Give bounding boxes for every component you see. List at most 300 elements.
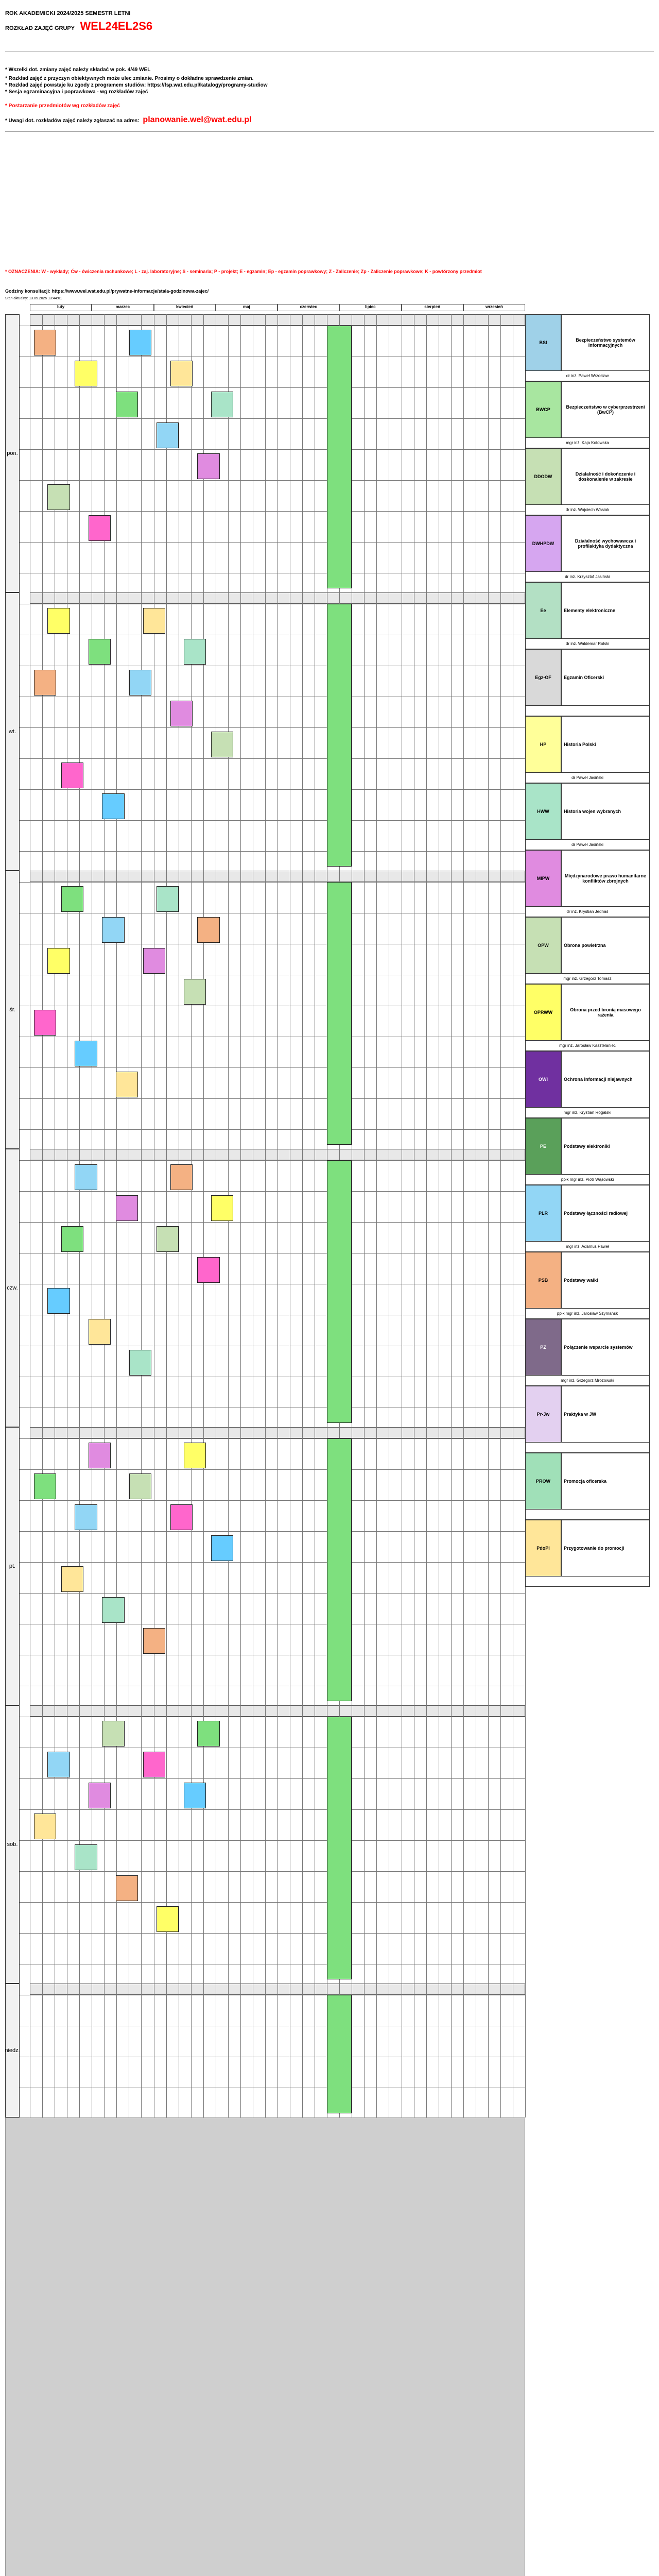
week-divider <box>240 314 241 592</box>
week-divider <box>426 592 427 871</box>
class-block[interactable] <box>129 1473 151 1499</box>
class-block[interactable] <box>116 1072 138 1097</box>
class-block[interactable] <box>116 1195 138 1221</box>
slot-divider <box>20 1098 525 1099</box>
week-divider <box>364 1149 365 1427</box>
week-divider <box>203 1984 204 2117</box>
week-divider <box>376 1149 377 1427</box>
class-block[interactable] <box>75 1844 97 1870</box>
subject-lecturer-10: mgr inż. Grzegorz Tomasz <box>525 974 650 984</box>
class-block[interactable] <box>184 979 206 1005</box>
class-block[interactable] <box>34 670 56 696</box>
subject-name-18: Promocja oficerska <box>561 1453 650 1510</box>
week-divider <box>228 314 229 592</box>
week-divider <box>451 592 452 871</box>
class-block[interactable] <box>170 701 193 726</box>
week-divider <box>376 1984 377 2117</box>
slot-divider <box>20 1778 525 1779</box>
week-divider <box>488 1149 489 1427</box>
subject-name-13: Podstawy elektroniki <box>561 1118 650 1175</box>
month-header: luty <box>30 304 92 311</box>
week-divider <box>265 314 266 592</box>
subject-name-1: Bezpieczeństwo systemów informacyjnych <box>561 314 650 371</box>
slot-divider <box>20 851 525 852</box>
week-divider <box>42 592 43 871</box>
slot-divider <box>20 1438 525 1439</box>
week-divider <box>191 1705 192 1984</box>
week-divider <box>104 871 105 1149</box>
note-5: * Postarzanie przedmiotów wg rozkładów zajęć <box>5 103 120 109</box>
slot-divider <box>20 1840 525 1841</box>
week-divider <box>302 1427 303 1705</box>
week-divider <box>500 1705 501 1984</box>
subject-lecturer-9: dr inż. Krystian Jednaś <box>525 907 650 917</box>
subject-lecturer-4: dr inż. Krzysztof Jasiński <box>525 572 650 582</box>
slot-divider <box>20 418 525 419</box>
week-divider <box>116 1705 117 1984</box>
week-divider <box>42 1427 43 1705</box>
class-block[interactable] <box>197 1721 219 1747</box>
class-block[interactable] <box>47 1288 70 1314</box>
slot-divider <box>20 480 525 481</box>
slot-divider <box>20 511 525 512</box>
week-divider <box>166 1427 167 1705</box>
class-block[interactable] <box>211 392 233 417</box>
class-block[interactable] <box>89 1443 111 1468</box>
day-label: czw. <box>5 1149 20 1427</box>
subject-name-4: Działalność wychowawcza i profilaktyka dydaktyczna <box>561 515 650 572</box>
week-divider <box>376 1705 377 1984</box>
subject-lecturer-18 <box>525 1510 650 1520</box>
subject-code-11[interactable]: OPRWW <box>525 984 561 1041</box>
subject-code-3[interactable]: DDODW <box>525 448 561 505</box>
week-divider <box>500 1149 501 1427</box>
practice-block[interactable] <box>327 1160 352 1423</box>
week-divider <box>376 1427 377 1705</box>
group-code: WEL24EL2S6 <box>80 20 153 32</box>
week-divider <box>166 1705 167 1984</box>
class-block[interactable] <box>184 639 206 665</box>
week-divider <box>141 871 142 1149</box>
slot-divider <box>20 789 525 790</box>
class-block[interactable] <box>47 484 70 510</box>
class-block[interactable] <box>170 361 193 386</box>
note-6-text: * Uwagi dot. rozkładów zajęć należy zgłaszać na adres: <box>5 118 140 124</box>
schedule-grid <box>5 304 655 2576</box>
class-block[interactable] <box>75 361 97 386</box>
subject-code-9[interactable]: MIPW <box>525 850 561 907</box>
day-label: śr. <box>5 871 20 1149</box>
class-block[interactable] <box>157 422 179 448</box>
week-divider <box>42 1984 43 2117</box>
week-divider <box>451 1427 452 1705</box>
week-divider <box>426 1705 427 1984</box>
slot-divider <box>20 820 525 821</box>
subject-name-7: Historia Polski <box>561 716 650 773</box>
slot-divider <box>20 542 525 543</box>
week-divider <box>166 871 167 1149</box>
slot-divider <box>20 1129 525 1130</box>
subject-name-16: Połączenie wsparcie systemów <box>561 1319 650 1376</box>
week-divider <box>463 1705 464 1984</box>
practice-block[interactable] <box>327 604 352 867</box>
subject-code-6[interactable]: Egz-OF <box>525 649 561 706</box>
subject-name-15: Podstawy walki <box>561 1252 650 1309</box>
subject-code-5[interactable]: Ee <box>525 582 561 639</box>
week-divider <box>116 1149 117 1427</box>
week-divider <box>191 314 192 592</box>
month-header: marzec <box>92 304 153 311</box>
week-divider <box>302 871 303 1149</box>
week-divider <box>191 1149 192 1427</box>
week-divider <box>104 314 105 592</box>
week-divider <box>42 1705 43 1984</box>
week-divider <box>191 1984 192 2117</box>
week-divider <box>426 314 427 592</box>
week-divider <box>463 1427 464 1705</box>
week-divider <box>42 1149 43 1427</box>
week-divider <box>191 592 192 871</box>
month-header: wrzesień <box>463 304 525 311</box>
note-1: * Wszelki dot. zmiany zajęć należy składać w pok. 4/49 WEL <box>5 67 151 73</box>
week-divider <box>265 1427 266 1705</box>
week-divider <box>426 1984 427 2117</box>
academic-year: ROK AKADEMICKI 2024/2025 SEMESTR LETNI <box>5 10 131 16</box>
note-4: * Sesja egzaminacyjna i poprawkowa - wg rozkładów zajęć <box>5 89 148 95</box>
week-divider <box>240 1427 241 1705</box>
week-divider <box>166 314 167 592</box>
class-block[interactable] <box>170 1504 193 1530</box>
consultation-link[interactable]: Godziny konsultacji: https://www.wel.wat.edu.pl/prywatne-informacje/stala-godzinowa-zajec/ <box>5 289 209 294</box>
week-divider <box>265 1705 266 1984</box>
class-block[interactable] <box>34 1814 56 1839</box>
week-divider <box>104 1984 105 2117</box>
month-header: maj <box>216 304 278 311</box>
week-divider <box>79 871 80 1149</box>
class-block[interactable] <box>61 886 83 912</box>
subject-lecturer-6 <box>525 706 650 716</box>
week-divider <box>203 592 204 871</box>
week-divider <box>265 871 266 1149</box>
subject-code-1[interactable]: BSI <box>525 314 561 371</box>
subject-code-7[interactable]: HP <box>525 716 561 773</box>
day-label: pt. <box>5 1427 20 1705</box>
week-divider <box>364 592 365 871</box>
subject-code-12[interactable]: OWI <box>525 1051 561 1108</box>
practice-block[interactable] <box>327 1717 352 1979</box>
subject-code-19[interactable]: PdoPI <box>525 1520 561 1577</box>
week-divider <box>451 1705 452 1984</box>
practice-block[interactable] <box>327 882 352 1145</box>
slot-divider <box>20 1562 525 1563</box>
class-block[interactable] <box>34 330 56 355</box>
class-block[interactable] <box>184 1783 206 1808</box>
week-divider <box>240 1705 241 1984</box>
slot-divider <box>20 1902 525 1903</box>
class-block[interactable] <box>89 1319 111 1345</box>
slot-divider <box>20 387 525 388</box>
class-block[interactable] <box>75 1504 97 1530</box>
week-divider <box>116 592 117 871</box>
week-divider <box>376 871 377 1149</box>
week-divider <box>488 1705 489 1984</box>
slot-divider <box>20 1933 525 1934</box>
day-label: pon. <box>5 314 20 592</box>
class-block[interactable] <box>34 1473 56 1499</box>
subject-name-2: Bezpieczeństwo w cyberprzestrzeni (BwCP) <box>561 381 650 438</box>
week-divider <box>500 592 501 871</box>
class-block[interactable] <box>143 1628 165 1654</box>
day-label: wt. <box>5 592 20 871</box>
week-divider <box>240 1984 241 2117</box>
week-divider <box>302 592 303 871</box>
week-divider <box>451 1984 452 2117</box>
week-divider <box>240 871 241 1149</box>
class-block[interactable] <box>211 1535 233 1561</box>
class-block[interactable] <box>75 1164 97 1190</box>
subject-code-4[interactable]: DWHPDW <box>525 515 561 572</box>
subject-name-5: Elementy elektroniczne <box>561 582 650 639</box>
subject-lecturer-16: mgr inż. Grzegorz Mrozowski <box>525 1376 650 1386</box>
class-block[interactable] <box>143 608 165 634</box>
slot-divider <box>20 1871 525 1872</box>
contact-email[interactable]: planowanie.wel@wat.edu.pl <box>143 115 252 124</box>
subject-lecturer-13: ppłk mgr inż. Piotr Wąsowski <box>525 1175 650 1185</box>
week-divider <box>463 592 464 871</box>
slot-divider <box>20 449 525 450</box>
subject-lecturer-8: dr Paweł Jasiński <box>525 840 650 850</box>
week-divider <box>104 592 105 871</box>
week-divider <box>141 1149 142 1427</box>
class-block[interactable] <box>197 453 219 479</box>
empty-area <box>5 2117 525 2576</box>
group-heading <box>5 20 152 33</box>
subject-name-6: Egzamin Oficerski <box>561 649 650 706</box>
note-6 <box>5 115 252 125</box>
week-divider <box>488 592 489 871</box>
practice-block[interactable] <box>327 326 352 588</box>
class-block[interactable] <box>47 608 70 634</box>
subject-lecturer-3: dr inż. Wojciech Wasiak <box>525 505 650 515</box>
subject-name-19: Przygotowanie do promocji <box>561 1520 650 1577</box>
week-divider <box>500 314 501 592</box>
week-divider <box>166 1984 167 2117</box>
week-divider <box>488 1427 489 1705</box>
note-3: * Rozkład zajęć powstaje ku zgody z programem studiów: https://fsp.wat.edu.pl/katalogy/programy-studiow <box>5 82 268 88</box>
week-divider <box>104 1149 105 1427</box>
week-divider <box>191 1427 192 1705</box>
practice-block[interactable] <box>327 1995 352 2113</box>
class-block[interactable] <box>197 917 219 943</box>
class-block[interactable] <box>102 1597 124 1623</box>
week-divider <box>463 1984 464 2117</box>
week-divider <box>265 592 266 871</box>
subject-code-17[interactable]: Pr-Jw <box>525 1386 561 1443</box>
week-divider <box>463 314 464 592</box>
month-header: kwiecień <box>154 304 216 311</box>
week-divider <box>228 1705 229 1984</box>
week-divider <box>463 1149 464 1427</box>
slot-divider <box>20 1809 525 1810</box>
week-divider <box>203 871 204 1149</box>
class-block[interactable] <box>75 1041 97 1066</box>
month-header: sierpień <box>402 304 463 311</box>
week-divider <box>500 1427 501 1705</box>
legend: * OZNACZENIA: W - wykłady; Ćw - ćwiczenia rachunkowe; L - zaj. laboratoryjne; S - seminaria; P - projekt; E - egzamin; Ep - egzamin poprawkowy; Z - Zaliczenie; Zp - Zaliczenie poprawkowe; K - powtórzony przedmiot <box>5 269 482 274</box>
class-block[interactable] <box>143 948 165 974</box>
week-divider <box>265 1149 266 1427</box>
class-block[interactable] <box>143 1752 165 1777</box>
week-divider <box>426 1149 427 1427</box>
class-block[interactable] <box>129 670 151 696</box>
week-divider <box>116 1427 117 1705</box>
slot-divider <box>20 1531 525 1532</box>
day-label: sob. <box>5 1705 20 1984</box>
slot-divider <box>20 1500 525 1501</box>
week-divider <box>451 314 452 592</box>
class-block[interactable] <box>61 1226 83 1252</box>
subject-code-2[interactable]: BWCP <box>525 381 561 438</box>
class-block[interactable] <box>170 1164 193 1190</box>
slot-divider <box>20 1067 525 1068</box>
week-divider <box>166 1149 167 1427</box>
updated-timestamp: Stan aktualny: 13.05.2025 13:44:01 <box>5 297 62 300</box>
class-block[interactable] <box>102 917 124 943</box>
week-divider <box>364 1984 365 2117</box>
class-block[interactable] <box>89 515 111 541</box>
subject-name-17: Praktyka w JW <box>561 1386 650 1443</box>
subject-lecturer-19 <box>525 1577 650 1587</box>
week-divider <box>302 1705 303 1984</box>
class-block[interactable] <box>102 793 124 819</box>
subject-lecturer-15: ppłk mgr inż. Jarosław Szymańsk <box>525 1309 650 1319</box>
week-divider <box>42 314 43 592</box>
week-divider <box>203 1149 204 1427</box>
subject-name-8: Historia wojen wybranych <box>561 783 650 840</box>
note-2: * Rozkład zajęć z przyczyn obiektywnych może ulec zmianie. Prosimy o dokładne sprawdzenie zmian. <box>5 76 254 81</box>
slot-divider <box>20 1593 525 1594</box>
week-divider <box>228 1427 229 1705</box>
class-block[interactable] <box>47 948 70 974</box>
week-divider <box>302 1149 303 1427</box>
class-block[interactable] <box>89 639 111 665</box>
subject-code-15[interactable]: PSB <box>525 1252 561 1309</box>
practice-block[interactable] <box>327 1438 352 1701</box>
class-block[interactable] <box>116 1875 138 1901</box>
slot-divider <box>20 1160 525 1161</box>
class-block[interactable] <box>61 1566 83 1592</box>
subject-code-13[interactable]: PE <box>525 1118 561 1175</box>
week-divider <box>488 314 489 592</box>
subject-name-14: Podstawy łączności radiowej <box>561 1185 650 1242</box>
subject-lecturer-5: dr inż. Waldemar Rolski <box>525 639 650 649</box>
class-block[interactable] <box>157 886 179 912</box>
week-divider <box>141 314 142 592</box>
week-divider <box>525 1705 526 1984</box>
subject-name-10: Obrona powietrzna <box>561 917 650 974</box>
subject-name-9: Międzynarodowe prawo humanitarne konfliktów zbrojnych <box>561 850 650 907</box>
class-block[interactable] <box>129 330 151 355</box>
class-block[interactable] <box>116 392 138 417</box>
week-divider <box>451 871 452 1149</box>
class-block[interactable] <box>211 732 233 757</box>
subject-code-10[interactable]: OPW <box>525 917 561 974</box>
week-divider <box>116 871 117 1149</box>
class-block[interactable] <box>157 1906 179 1932</box>
week-divider <box>79 314 80 592</box>
week-divider <box>525 1984 526 2117</box>
week-divider <box>302 1984 303 2117</box>
week-divider <box>141 1427 142 1705</box>
week-divider <box>463 871 464 1149</box>
week-divider <box>191 871 192 1149</box>
week-divider <box>500 1984 501 2117</box>
week-divider <box>116 314 117 592</box>
week-divider <box>488 1984 489 2117</box>
week-divider <box>302 314 303 592</box>
week-divider <box>376 592 377 871</box>
subject-name-12: Ochrona informacji niejawnych <box>561 1051 650 1108</box>
week-divider <box>79 592 80 871</box>
class-block[interactable] <box>89 1783 111 1808</box>
class-block[interactable] <box>211 1195 233 1221</box>
week-divider <box>364 871 365 1149</box>
week-divider <box>104 1705 105 1984</box>
week-divider <box>426 1427 427 1705</box>
subject-code-16[interactable]: PZ <box>525 1319 561 1376</box>
class-block[interactable] <box>34 1010 56 1036</box>
week-divider <box>228 1984 229 2117</box>
week-divider <box>141 1984 142 2117</box>
week-divider <box>203 1705 204 1984</box>
class-block[interactable] <box>184 1443 206 1468</box>
month-header: czerwiec <box>278 304 339 311</box>
slot-divider <box>20 727 525 728</box>
class-block[interactable] <box>197 1257 219 1283</box>
class-block[interactable] <box>157 1226 179 1252</box>
subject-lecturer-14: mgr inż. Adamus Paweł <box>525 1242 650 1252</box>
subject-lecturer-1: dr inż. Paweł Wrzosław <box>525 371 650 381</box>
week-divider <box>364 1705 365 1984</box>
subject-code-8[interactable]: HWW <box>525 783 561 840</box>
week-divider <box>240 1149 241 1427</box>
subject-lecturer-11: mgr inż. Jarosław Kasztelaniec <box>525 1041 650 1051</box>
day-label: niedz. <box>5 1984 20 2117</box>
week-divider <box>116 1984 117 2117</box>
class-block[interactable] <box>47 1752 70 1777</box>
slot-divider <box>20 1222 525 1223</box>
week-divider <box>488 871 489 1149</box>
week-divider <box>240 592 241 871</box>
week-divider <box>364 314 365 592</box>
subject-name-3: Działalność i dokończenie i doskonalenie w zakresie <box>561 448 650 505</box>
week-divider <box>141 592 142 871</box>
subject-code-14[interactable]: PLR <box>525 1185 561 1242</box>
subject-code-18[interactable]: PROW <box>525 1453 561 1510</box>
week-divider <box>104 1427 105 1705</box>
slot-divider <box>20 882 525 883</box>
week-divider <box>228 1149 229 1427</box>
class-block[interactable] <box>102 1721 124 1747</box>
slot-divider <box>20 1469 525 1470</box>
week-divider <box>500 871 501 1149</box>
week-divider <box>451 1149 452 1427</box>
week-divider <box>203 1427 204 1705</box>
class-block[interactable] <box>61 762 83 788</box>
month-header: lipiec <box>339 304 401 311</box>
class-block[interactable] <box>129 1350 151 1376</box>
slot-divider <box>20 758 525 759</box>
